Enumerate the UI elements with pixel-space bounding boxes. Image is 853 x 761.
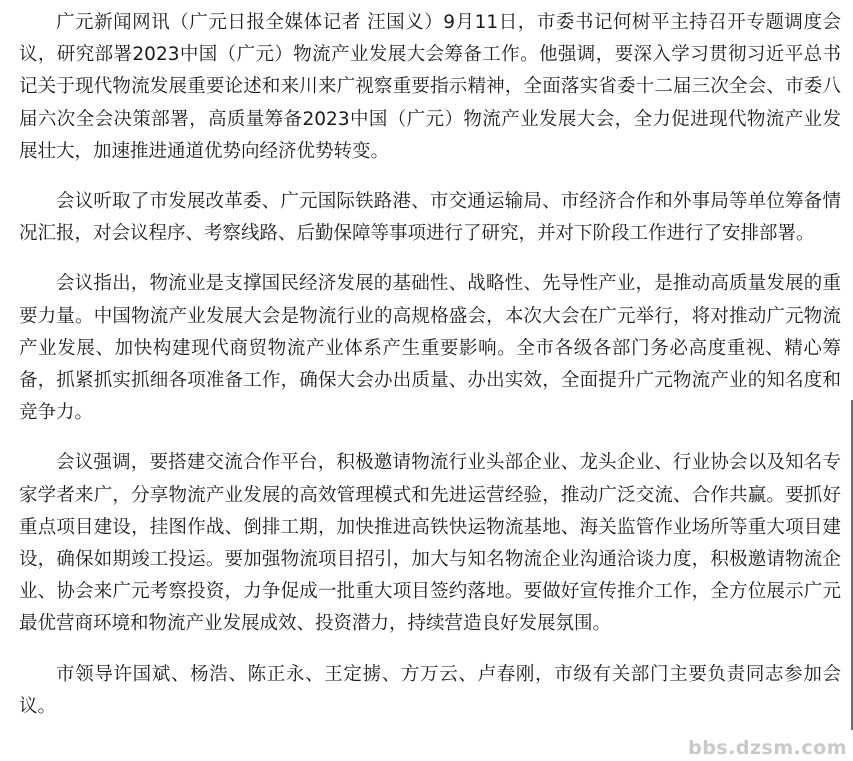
article-paragraph-1: 广元新闻网讯（广元日报全媒体记者 汪国义）9月11日，市委书记何树平主持召开专题调度会议，研究部署2023中国（广元）物流产业发展大会筹备工作。他强调，要深入学习贯彻习近平总书记关于现代物流发展重要论述和来川来广视察重要指示精神，全面落实省委十二届三次全会、市委八届六次全会决策部署，高质量筹备2023中国（广元）物流产业发展大会，全力促进现代物流产业发展壮大，加速推进通道优势向经济优势转变。 — [19, 12, 841, 162]
site-watermark: bbs.dzsm.com — [688, 737, 847, 759]
article-paragraph-4: 会议强调，要搭建交流合作平台，积极邀请物流行业头部企业、龙头企业、行业协会以及知名专家学者来广，分享物流产业发展的高效管理模式和先进运营经验，推动广泛交流、合作共赢。要抓好重点项目建设，挂图作战、倒排工期，加快推进高铁快运物流基地、海关监管作业场所等重大项目建设，确保如期竣工投运。要加强物流项目招引，加大与知名物流企业沟通洽谈力度，积极邀请物流企业、协会来广元考察投资，力争促成一批重大项目签约落地。要做好宣传推介工作，全方位展示广元最优营商环境和物流产业发展成效、投资潜力，持续营造良好发展氛围。 — [19, 452, 841, 635]
article-paragraph-5: 市领导许国斌、杨浩、陈正永、王定掳、方万云、卢春刚，市级有关部门主要负责同志参加会议。 — [19, 663, 841, 717]
article-body — [19, 7, 841, 723]
article-paragraph-2: 会议听取了市发展改革委、广元国际铁路港、市交通运输局、市经济合作和外事局等单位筹备情况汇报，对会议程序、考察线路、后勤保障等事项进行了研究，并对下阶段工作进行了安排部署。 — [19, 191, 841, 245]
article-paragraph-3: 会议指出，物流业是支撑国民经济发展的基础性、战略性、先导性产业，是推动高质量发展的重要力量。中国物流产业发展大会是物流行业的高规格盛会，本次大会在广元举行，将对推动广元物流产业发展、加快构建现代商贸物流产业体系产生重要影响。全市各级各部门务必高度重视、精心筹备，抓紧抓实抓细各项准备工作，确保大会办出质量、办出实效，全面提升广元物流产业的知名度和竞争力。 — [19, 273, 841, 424]
